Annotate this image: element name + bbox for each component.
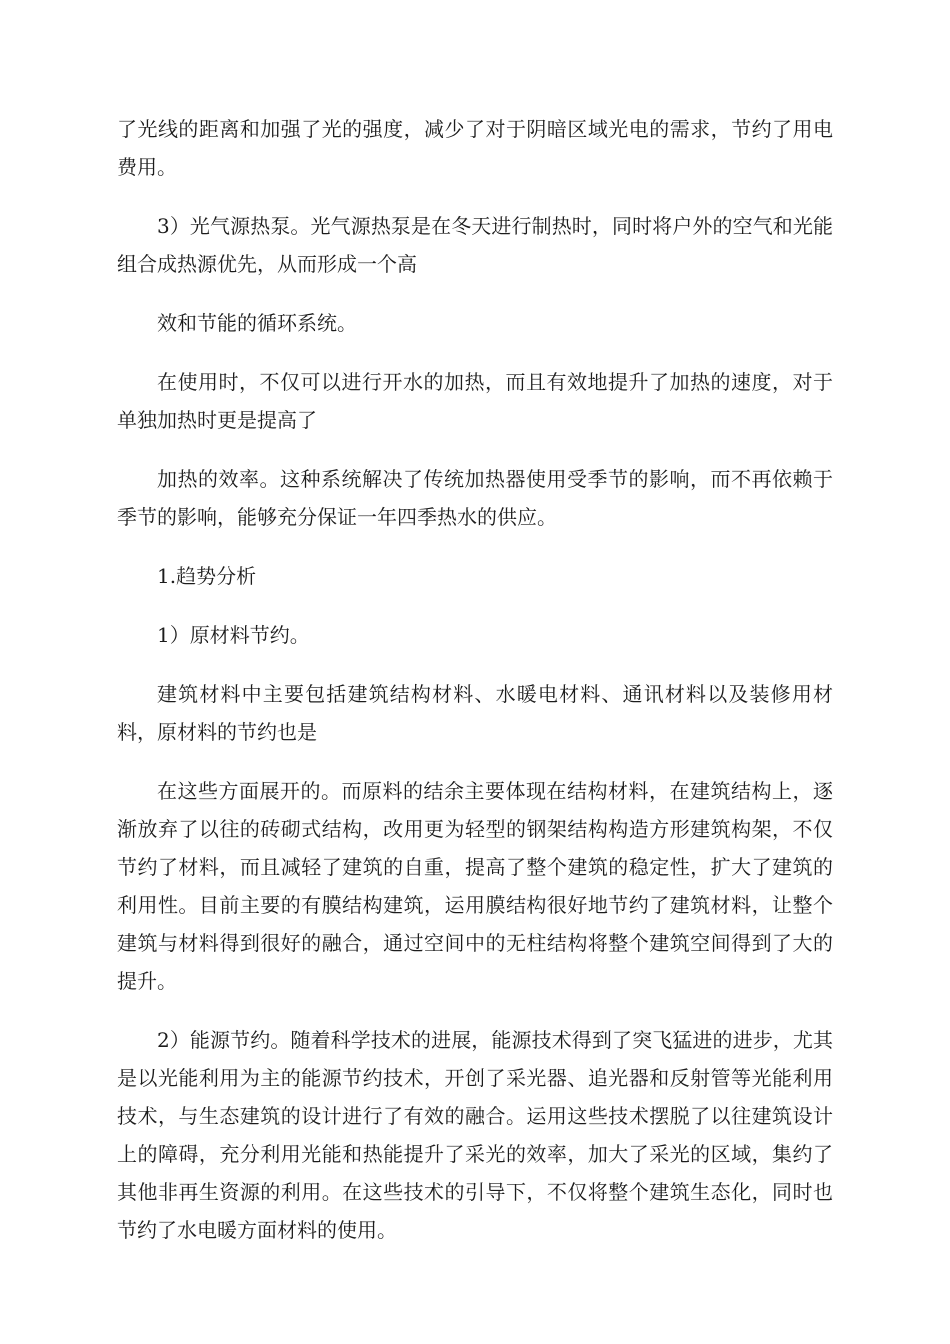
paragraph-8: 建筑材料中主要包括建筑结构材料、水暖电材料、通讯材料以及装修用材料，原材料的节约也是 <box>117 682 833 744</box>
subheading-raw-material-saving: 1）原材料节约。 <box>157 623 310 647</box>
paragraph-4: 在使用时，不仅可以进行开水的加热，而且有效地提升了加热的速度，对于单独加热时更是提高了 <box>117 370 833 432</box>
paragraph-5: 加热的效率。这种系统解决了传统加热器使用受季节的影响，而不再依赖于季节的影响，能够充分保证一年四季热水的供应。 <box>117 467 833 529</box>
paragraph-9: 在这些方面展开的。而原料的结余主要体现在结构材料，在建筑结构上，逐渐放弃了以往的砖砌式结构，改用更为轻型的钢架结构构造方形建筑构架，不仅节约了材料，而且减轻了建筑的自重，提高了整个建筑的稳定性，扩大了建筑的利用性。目前主要的有膜结构建筑，运用膜结构很好地节约了建筑材料，让整个建筑与材料得到很好的融合，通过空间中的无柱结构将整个建筑空间得到了大的提升。 <box>117 779 833 993</box>
document-body <box>117 110 833 1270</box>
paragraph-3: 效和节能的循环系统。 <box>157 311 357 335</box>
paragraph-10: 2）能源节约。随着科学技术的进展，能源技术得到了突飞猛进的进步，尤其是以光能利用为主的能源节约技术，开创了采光器、追光器和反射管等光能利用技术，与生态建筑的设计进行了有效的融合。运用这些技术摆脱了以往建筑设计上的障碍，充分利用光能和热能提升了采光的效率，加大了采光的区域，集约了其他非再生资源的利用。在这些技术的引导下，不仅将整个建筑生态化，同时也节约了水电暖方面材料的使用。 <box>117 1028 833 1242</box>
section-heading-trend-analysis: 1.趋势分析 <box>157 564 257 588</box>
paragraph-2: 3）光气源热泵。光气源热泵是在冬天进行制热时，同时将户外的空气和光能组合成热源优先，从而形成一个高 <box>117 214 833 276</box>
paragraph-1: 了光线的距离和加强了光的强度，减少了对于阴暗区域光电的需求，节约了用电费用。 <box>117 117 833 179</box>
